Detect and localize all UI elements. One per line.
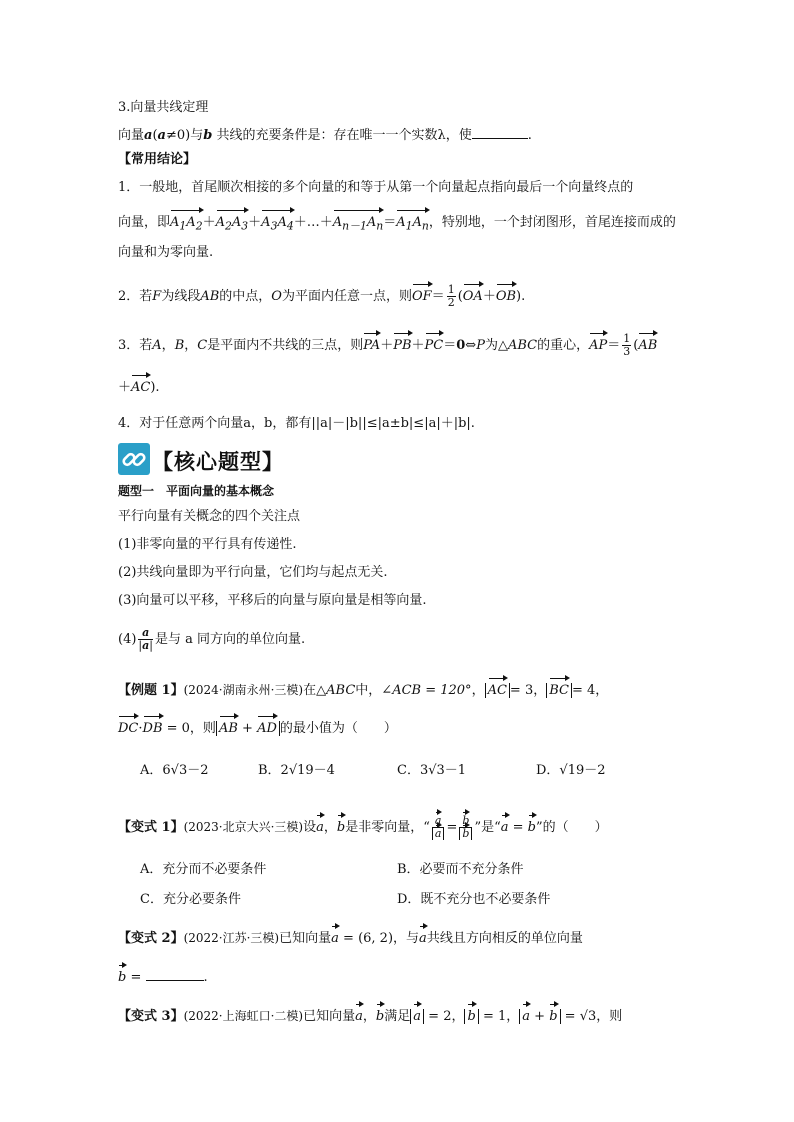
conclusion-3: 3．若A，B，C是平面内不共线的三点，则PA＋PB＋PC＝0⇔P为△ABC的重心，AP＝ $\frac{1}{3}$ (AB: [118, 332, 658, 358]
example-1-option-c[interactable]: C．3√3－1: [397, 763, 467, 778]
conclusion-1-line-2: 向量，即$A_1A_2+A_2A_3+A_3A_4+\dots+A_{n-1}A_n=A_1A_n$，特别地，一个封闭图形，首尾连接而成的: [118, 213, 676, 237]
section-3-title: 3.向量共线定理: [118, 100, 209, 115]
point-3: (3)向量可以平移，平移后的向量与原向量是相等向量.: [118, 593, 427, 608]
answer-blank: [472, 124, 528, 139]
variant-1-option-d[interactable]: D．既不充分也不必要条件: [397, 892, 551, 907]
point-4: (4) $\frac{a}{|a|}$ 是与 a 同方向的单位向量.: [118, 626, 306, 652]
collinear-theorem-text: 向量a(a≠0)与b 共线的充要条件是：存在唯一一个实数λ，使 .: [118, 124, 532, 146]
variant-2-answer: b = .: [118, 966, 208, 988]
example-1-option-d[interactable]: D．√19－2: [536, 763, 606, 778]
variant-1-option-c[interactable]: C．充分必要条件: [140, 892, 241, 907]
variant-2-blank[interactable]: [146, 966, 204, 981]
conclusion-4: 4．对于任意两个向量a，b，都有||a|－|b||≤|a±b|≤|a|＋|b|.: [118, 416, 475, 431]
conclusion-3-cont: ＋AC).: [118, 378, 160, 398]
conclusion-2: 2．若F为线段AB的中点，O为平面内任意一点，则OF＝ $\frac{1}{2}$ (OA＋OB).: [118, 283, 526, 309]
variant-3: 【变式 3】(2022·上海虹口·二模)已知向量a，b满足 a = 2， b = 1， a + b = √3，则: [118, 1006, 622, 1027]
conclusion-1-line-3: 向量和为零向量.: [118, 245, 214, 260]
variant-1-option-a[interactable]: A．充分而不必要条件: [140, 862, 267, 877]
example-1-option-a[interactable]: A．6√3－2: [140, 763, 209, 778]
core-section-title: 【核心题型】: [152, 450, 284, 474]
example-1-line-2: DC·DB = 0，则 AB + AD 的最小值为（ ）: [118, 719, 397, 739]
variant-1-option-b[interactable]: B．必要而不充分条件: [397, 862, 524, 877]
conclusions-heading: 【常用结论】: [118, 152, 197, 167]
conclusion-1-line-1: 1．一般地，首尾顺次相接的多个向量的和等于从第一个向量起点指向最后一个向量终点的: [118, 180, 634, 195]
point-2: (2)共线向量即为平行向量，它们均与起点无关.: [118, 565, 388, 580]
type-1-heading: 题型一 平面向量的基本概念: [118, 484, 275, 498]
link-icon: [118, 443, 150, 475]
variant-2: 【变式 2】(2022·江苏·三模)已知向量a = (6, 2)，与a共线且方向相反的单位向量: [118, 928, 583, 949]
example-1: 【例题 1】(2024·湖南永州·三模)在△ABC中，∠ACB = 120°， AC = 3， BC = 4，: [118, 680, 608, 701]
variant-1: 【变式 1】(2023·北京大兴·三模)设a，b是非零向量，“ $\frac{a}{a}$ = $\frac{b}{b}$ ”是“a = b”的（ ）: [118, 814, 608, 840]
parallel-intro: 平行向量有关概念的四个关注点: [118, 509, 301, 524]
point-1: (1)非零向量的平行具有传递性.: [118, 537, 297, 552]
example-1-option-b[interactable]: B．2√19－4: [258, 763, 335, 778]
